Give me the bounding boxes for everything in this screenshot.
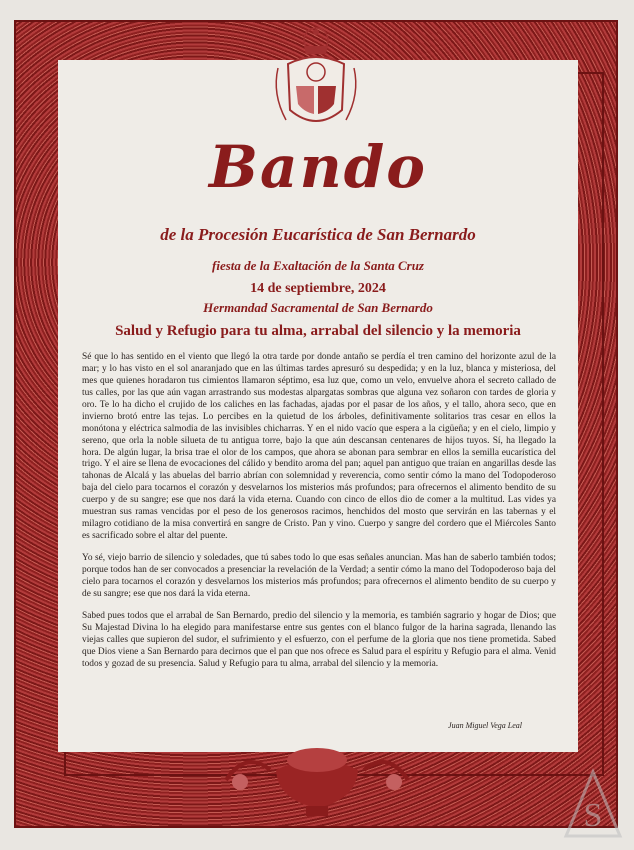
- paragraph-1: Sé que lo has sentido en el viento que llegó la otra tarde por donde antaño se perdía el tren camino del horizonte azul de la mar; y lo has visto en el sol anaranjado que en las últimas tardes apresuró su despedida; y en la luz, blanca y misteriosa, del mes que quienes horadaron tus cimientos llamaron séptimo, esa luz que, como un velo, envuelve ahora el secreto callado de tus calles, por las que aún vagan arrastrando sus modestas alpargatas sombras que alguna vez soñaron con tardes de gloria y oro. Te lo ha dicho el crujido de los caliches en las fachadas, ajadas por el pasar de los años, y el tallo, ahora seco, que en invierno brotó entre las tejas. Lo percibes en la quietud de los árboles, definitivamente solitarios tras cesar en ellos la monótona y eléctrica salmodia de las invisibles chicharras. Y en el nido vacío que espera a la cigüeña; y en el cielo, limpio y sereno, que orla la noble silueta de tu antigua torre, bajo la que aún descansan centenares de hijos tuyos. Sí, ha llegado la hora. De algún lugar, la brisa trae el olor de los campos, que ahora se abonan para sembrar en ellos la semilla eucarística del trigo. Y el aire se llena de evocaciones del cálido y bendito aroma del pan; aquel pan antiguo que traían en angarillas desde las tahonas de Alcalá y las abuelas del barrio abrían con solemnidad y reverencia, como sentir cómo la mano del Todopoderoso baja del cielo para tocarnos el corazón y desvelarnos los misterios más profundos; para ofrecernos el alimento bendito de su cuerpo y de su sangre; ese que nos dará la vida eterna. Cuando con cinco de ellos dio de comer a la multitud. Las vides ya muestran sus ramas vencidas por el peso de los generosos racimos, henchidos del mosto que servirán en las tabernas y el milagro cotidiano de la misa convertirá en sangre de Cristo. Pan y vino. Cuerpo y sangre del cordero que el Miércoles Santo es sacrificado sobre el altar del puente.: [82, 352, 556, 542]
- proclamation-body: [82, 352, 556, 680]
- brotherhood-line: Hermandad Sacramental de San Bernardo: [203, 300, 433, 315]
- urn-ornament-icon: [206, 730, 428, 824]
- date-line: 14 de septiembre, 2024: [250, 281, 386, 296]
- signature: Juan Miguel Vega Leal: [448, 721, 522, 730]
- page-title: Bando: [208, 133, 427, 201]
- brotherhood-crest-icon: [270, 24, 362, 136]
- paragraph-2: Yo sé, viejo barrio de silencio y soledades, que tú sabes todo lo que esas señales anuncian. Mas han de saberlo también todos; porque todos han de ser convocados a presenciar la revelación de la Verdad; a sentir cómo la mano del Todopoderoso baja del cielo para tocarnos el corazón y desvelarnos los misterios más profundos; para ofrecernos el alimento bendito de su cuerpo y de su sangre; ese que nos dará la vida eterna.: [82, 553, 556, 599]
- motto-heading: Salud y Refugio para tu alma, arrabal del silencio y la memoria: [115, 323, 521, 339]
- document-subtitle: de la Procesión Eucarística de San Bernardo: [160, 225, 476, 244]
- svg-text:S: S: [583, 797, 603, 834]
- paragraph-3: Sabed pues todos que el arrabal de San Bernardo, predio del silencio y la memoria, es también sagrario y hogar de Dios; que Su Majestad Divina lo ha elegido para manifestarse entre sus gentes con el blanco fulgor de la harina sagrada, llenando las viejas calles que supieron del sudor, el sufrimiento y el esfuerzo, con el perfume de la gloria que nos tiene prometida. Sabed que Dios viene a San Bernardo para decirnos que el pan que nos ofrece es Salud para el espíritu y Refugio para el alma. Venid todos y gozad de su presencia. Salud y Refugio para tu alma, arrabal del silencio y la memoria.: [82, 610, 556, 669]
- watermark-logo-icon: [562, 768, 624, 840]
- occasion-line: fiesta de la Exaltación de la Santa Cruz: [212, 258, 424, 273]
